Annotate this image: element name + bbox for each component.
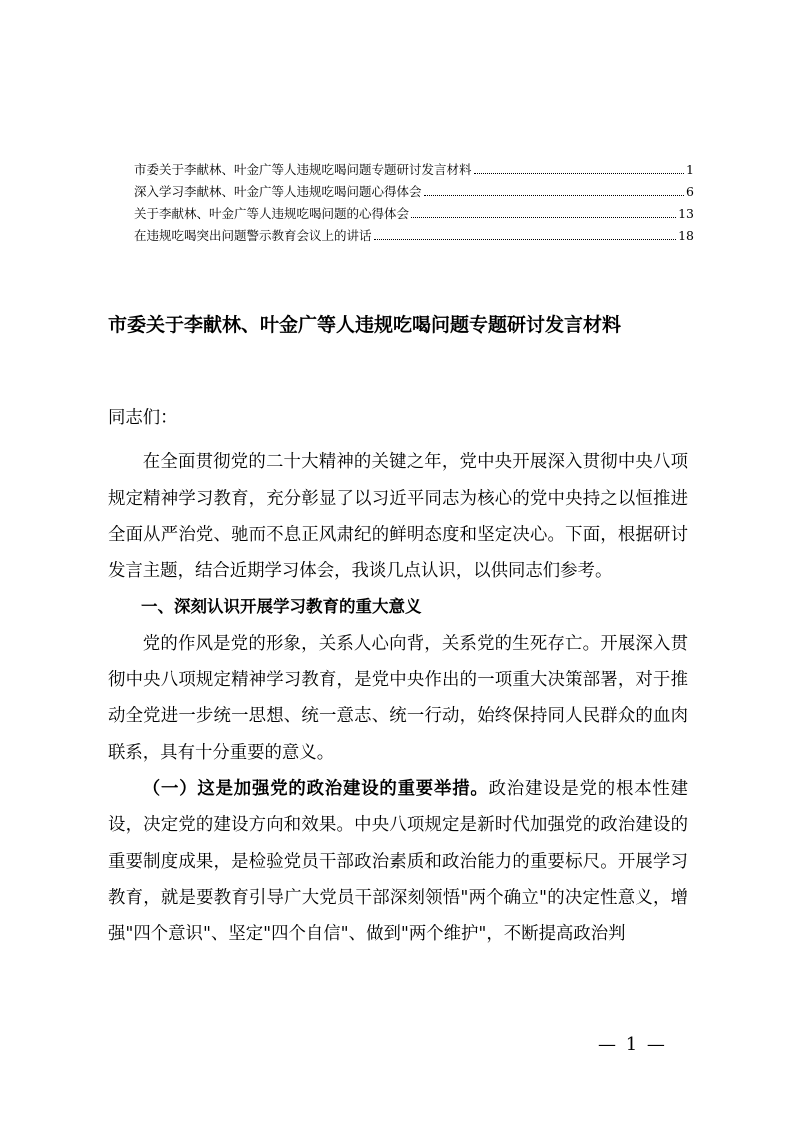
toc-entry-page: 6 <box>686 184 694 199</box>
document-title: 市委关于李献林、叶金广等人违规吃喝问题专题研讨发言材料 <box>108 314 622 336</box>
section-paragraph: 党的作风是党的形象，关系人心向背，关系党的生死存亡。开展深入贯彻中央八项规定精神学习教育，是党中央作出的一项重大决策部署，对于推动全党进一步统一思想、统一意志、统一行动，始终保持同人民群众的血肉联系，具有十分重要的意义。 <box>108 633 688 763</box>
toc-leader-dots <box>474 173 685 174</box>
toc-leader-dots <box>424 195 685 196</box>
toc-leader-dots <box>411 217 676 218</box>
intro-paragraph: 在全面贯彻党的二十大精神的关键之年，党中央开展深入贯彻中央八项规定精神学习教育，充分彰显了以习近平同志为核心的党中央持之以恒推进全面从严治党、驰而不息正风肃纪的鲜明态度和坚定决心。下面，根据研讨发言主题，结合近期学习体会，我谈几点认识，以供同志们参考。 <box>108 452 688 582</box>
table-of-contents <box>134 159 694 247</box>
toc-entry-title: 深入学习李献林、叶金广等人违规吃喝问题心得体会 <box>134 184 422 199</box>
subsection-heading: （一）这是加强党的政治建设的重要举措。 <box>142 778 489 799</box>
toc-entry-title: 在违规吃喝突出问题警示教育会议上的讲话 <box>134 228 372 243</box>
toc-entry[interactable] <box>134 203 694 225</box>
toc-leader-dots <box>374 239 677 240</box>
page-number: — 1 — <box>598 1034 667 1055</box>
subsection-paragraph <box>108 771 688 952</box>
toc-entry-title: 关于李献林、叶金广等人违规吃喝问题的心得体会 <box>134 206 410 221</box>
toc-entry[interactable] <box>134 181 694 203</box>
salutation: 同志们： <box>108 408 178 428</box>
toc-entry[interactable] <box>134 225 694 247</box>
toc-entry[interactable] <box>134 159 694 181</box>
subsection-body: 政治建设是党的根本性建设，决定党的建设方向和效果。中央八项规定是新时代加强党的政治建设的重要制度成果，是检验党员干部政治素质和政治能力的重要标尺。开展学习教育，就是要教育引导广大党员干部深刻领悟"两个确立"的决定性意义，增强"四个意识"、坚定"四个自信"、做到"两个维护"，不断提高政治判 <box>108 778 688 945</box>
toc-entry-title: 市委关于李献林、叶金广等人违规吃喝问题专题研讨发言材料 <box>134 162 472 177</box>
toc-entry-page: 1 <box>686 162 694 177</box>
document-body <box>108 400 688 952</box>
toc-entry-page: 13 <box>678 206 694 221</box>
toc-entry-page: 18 <box>678 228 694 243</box>
section-heading: 一、深刻认识开展学习教育的重大意义 <box>141 597 422 617</box>
